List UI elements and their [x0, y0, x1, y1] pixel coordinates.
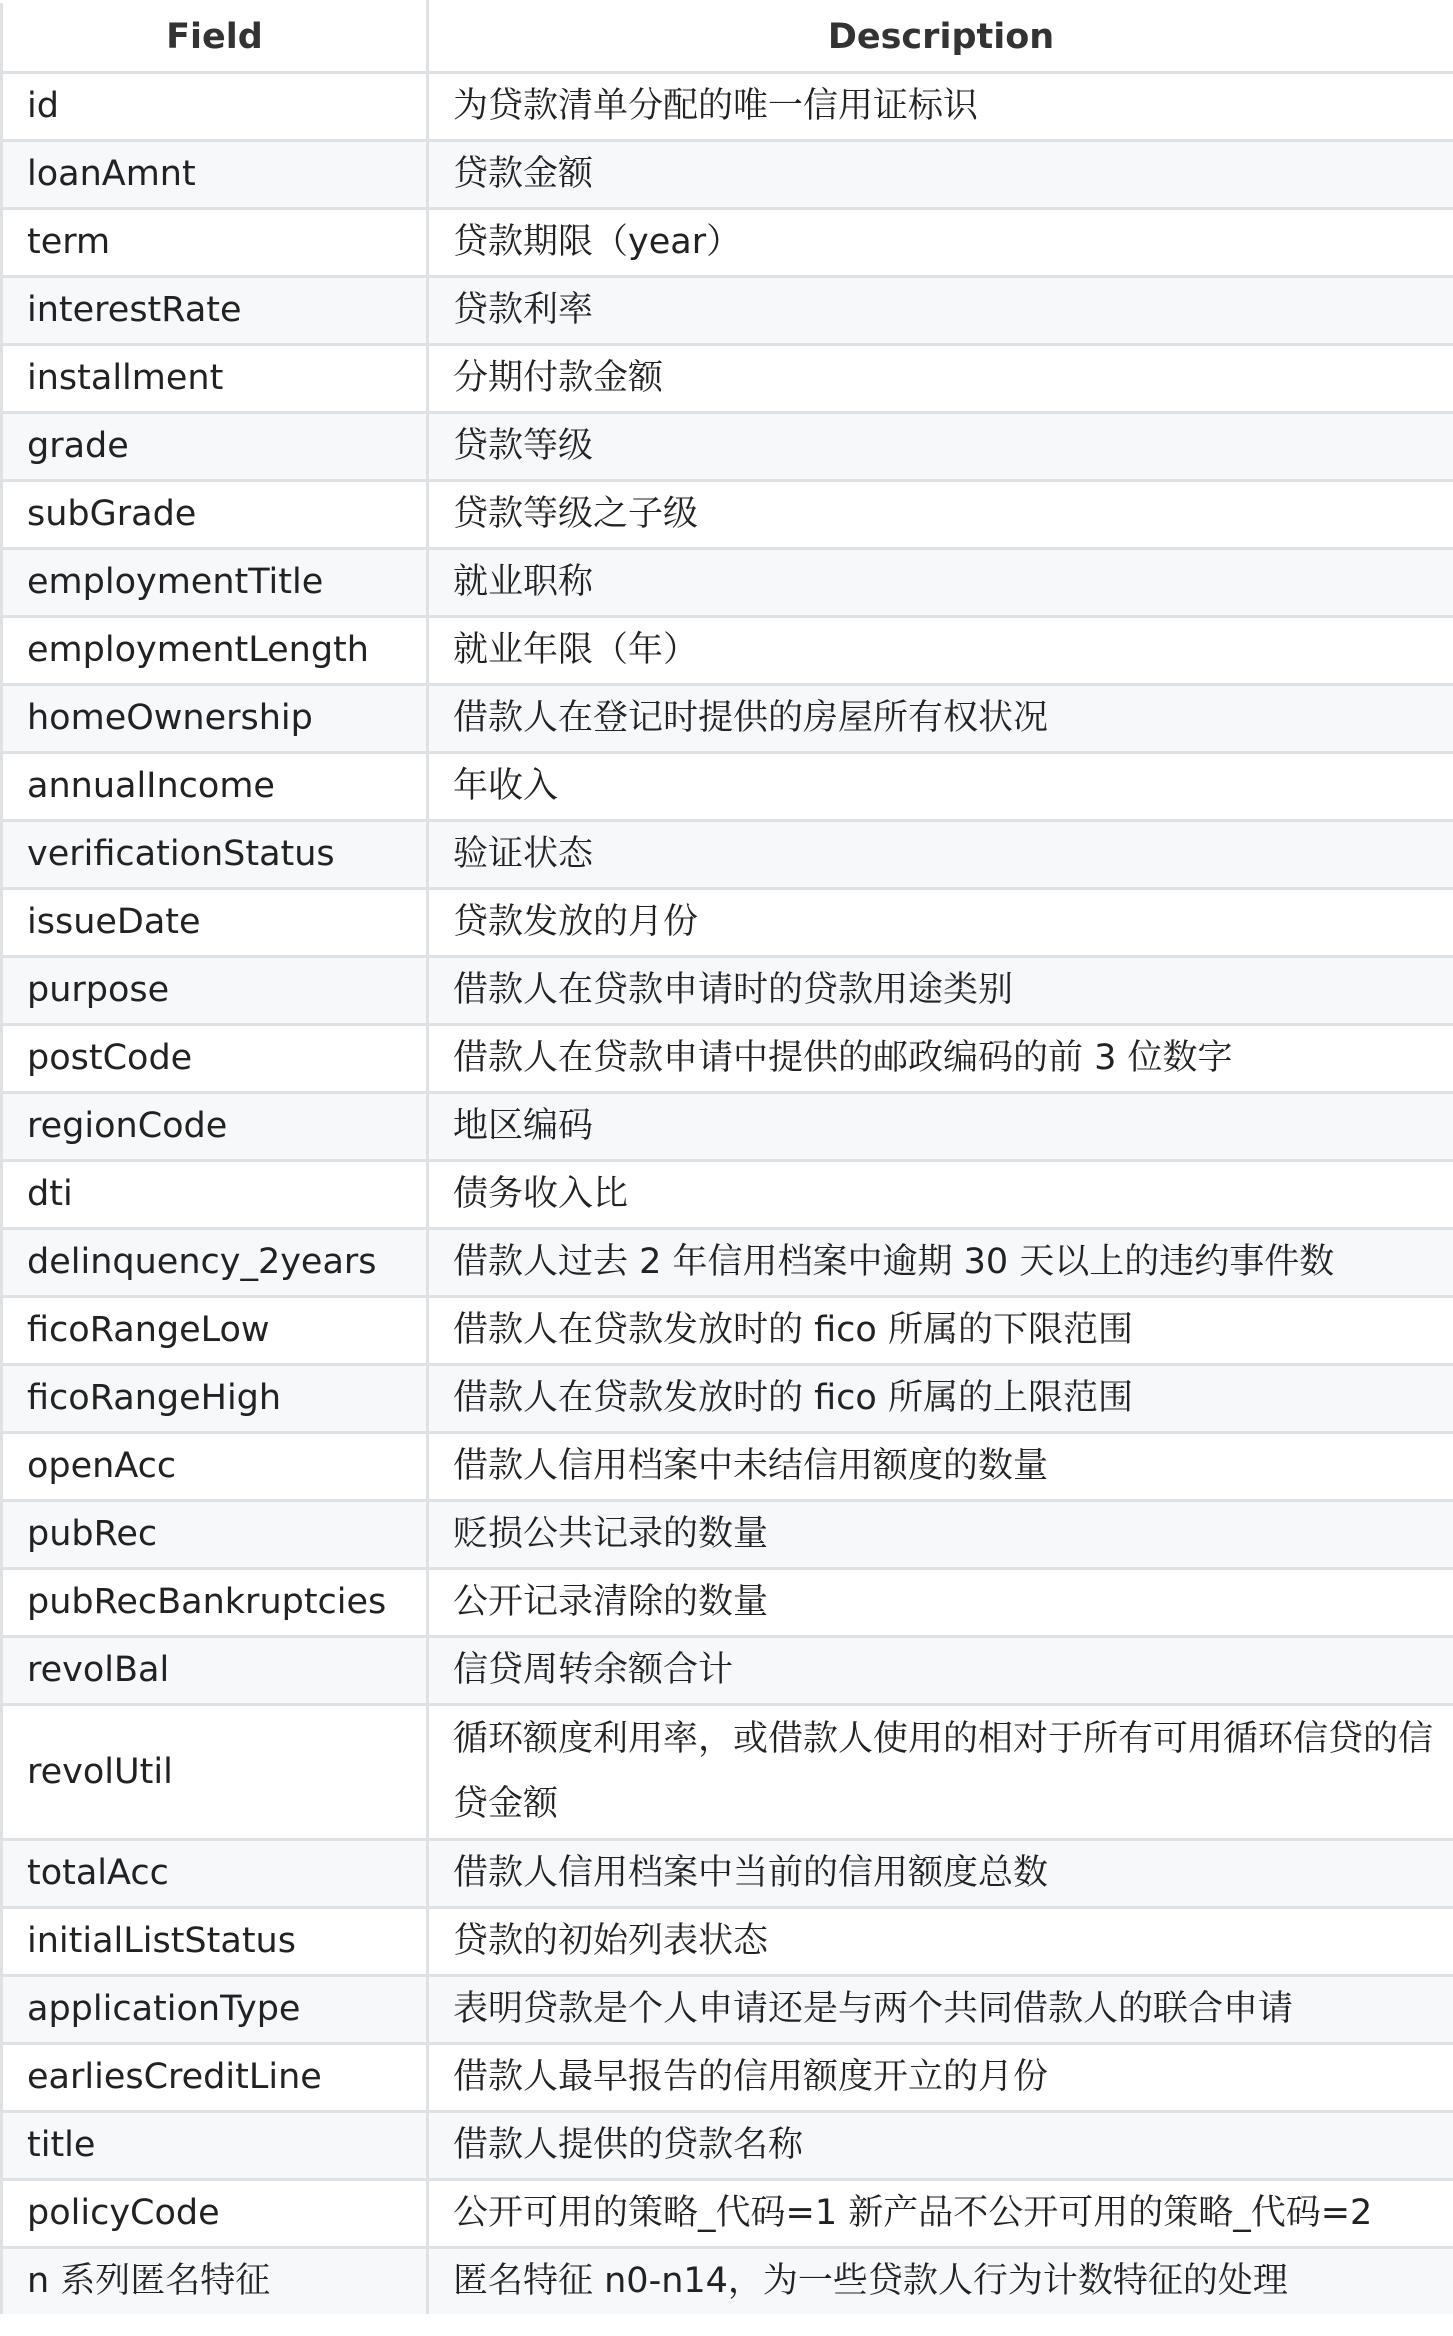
field-cell: id — [2, 73, 428, 141]
description-cell: 借款人在贷款申请时的贷款用途类别 — [428, 957, 1453, 1025]
table-row — [2, 821, 1453, 889]
table-row — [2, 209, 1453, 277]
description-cell: 贷款期限（year） — [428, 209, 1453, 277]
table-row — [2, 345, 1453, 413]
table-row — [2, 617, 1453, 685]
description-cell: 借款人信用档案中当前的信用额度总数 — [428, 1840, 1453, 1908]
field-cell: openAcc — [2, 1433, 428, 1501]
description-cell: 循环额度利用率，或借款人使用的相对于所有可用循环信贷的信贷金额 — [428, 1705, 1453, 1840]
table-row — [2, 141, 1453, 209]
field-cell: initialListStatus — [2, 1908, 428, 1976]
description-cell: 借款人过去 2 年信用档案中逾期 30 天以上的违约事件数 — [428, 1229, 1453, 1297]
field-cell: subGrade — [2, 481, 428, 549]
table-row — [2, 957, 1453, 1025]
table-row — [2, 889, 1453, 957]
field-cell: totalAcc — [2, 1840, 428, 1908]
description-cell: 贷款发放的月份 — [428, 889, 1453, 957]
table-row — [2, 1976, 1453, 2044]
header-row — [2, 2, 1453, 73]
field-cell: grade — [2, 413, 428, 481]
field-cell: ficoRangeLow — [2, 1297, 428, 1365]
header-field: Field — [2, 2, 428, 73]
field-cell: verificationStatus — [2, 821, 428, 889]
table-row — [2, 1297, 1453, 1365]
description-cell: 贷款的初始列表状态 — [428, 1908, 1453, 1976]
field-cell: regionCode — [2, 1093, 428, 1161]
field-cell: installment — [2, 345, 428, 413]
description-cell: 借款人提供的贷款名称 — [428, 2112, 1453, 2180]
field-cell: purpose — [2, 957, 428, 1025]
field-cell: issueDate — [2, 889, 428, 957]
description-cell: 贷款等级 — [428, 413, 1453, 481]
description-cell: 借款人在贷款发放时的 fico 所属的下限范围 — [428, 1297, 1453, 1365]
table-row — [2, 2248, 1453, 2315]
description-cell: 借款人最早报告的信用额度开立的月份 — [428, 2044, 1453, 2112]
table-row — [2, 1569, 1453, 1637]
table-row — [2, 1229, 1453, 1297]
description-cell: 贬损公共记录的数量 — [428, 1501, 1453, 1569]
table-row — [2, 1501, 1453, 1569]
description-cell: 表明贷款是个人申请还是与两个共同借款人的联合申请 — [428, 1976, 1453, 2044]
description-cell: 借款人信用档案中未结信用额度的数量 — [428, 1433, 1453, 1501]
table-row — [2, 1840, 1453, 1908]
table-row — [2, 2180, 1453, 2248]
description-cell: 借款人在贷款发放时的 fico 所属的上限范围 — [428, 1365, 1453, 1433]
table-row — [2, 685, 1453, 753]
description-cell: 借款人在登记时提供的房屋所有权状况 — [428, 685, 1453, 753]
field-cell: title — [2, 2112, 428, 2180]
table-row — [2, 277, 1453, 345]
field-cell: n 系列匿名特征 — [2, 2248, 428, 2315]
description-cell: 地区编码 — [428, 1093, 1453, 1161]
description-cell: 贷款利率 — [428, 277, 1453, 345]
field-cell: delinquency_2years — [2, 1229, 428, 1297]
field-cell: homeOwnership — [2, 685, 428, 753]
header-description: Description — [428, 2, 1453, 73]
field-cell: revolUtil — [2, 1705, 428, 1840]
description-cell: 贷款等级之子级 — [428, 481, 1453, 549]
field-cell: pubRec — [2, 1501, 428, 1569]
table-row — [2, 549, 1453, 617]
description-cell: 借款人在贷款申请中提供的邮政编码的前 3 位数字 — [428, 1025, 1453, 1093]
field-cell: earliesCreditLine — [2, 2044, 428, 2112]
field-cell: policyCode — [2, 2180, 428, 2248]
table-row — [2, 1365, 1453, 1433]
description-cell: 匿名特征 n0-n14，为一些贷款人行为计数特征的处理 — [428, 2248, 1453, 2315]
field-cell: revolBal — [2, 1637, 428, 1705]
table-row — [2, 1025, 1453, 1093]
description-cell: 债务收入比 — [428, 1161, 1453, 1229]
field-cell: term — [2, 209, 428, 277]
field-cell: interestRate — [2, 277, 428, 345]
description-cell: 公开可用的策略_代码=1 新产品不公开可用的策略_代码=2 — [428, 2180, 1453, 2248]
table-row — [2, 481, 1453, 549]
table-row — [2, 413, 1453, 481]
description-cell: 贷款金额 — [428, 141, 1453, 209]
table-row — [2, 1637, 1453, 1705]
field-cell: ficoRangeHigh — [2, 1365, 428, 1433]
description-cell: 为贷款清单分配的唯一信用证标识 — [428, 73, 1453, 141]
field-cell: annualIncome — [2, 753, 428, 821]
description-cell: 验证状态 — [428, 821, 1453, 889]
table-row — [2, 1433, 1453, 1501]
field-cell: employmentLength — [2, 617, 428, 685]
field-cell: applicationType — [2, 1976, 428, 2044]
field-cell: postCode — [2, 1025, 428, 1093]
table-row — [2, 2044, 1453, 2112]
field-cell: dti — [2, 1161, 428, 1229]
field-cell: loanAmnt — [2, 141, 428, 209]
description-cell: 公开记录清除的数量 — [428, 1569, 1453, 1637]
table-row — [2, 1161, 1453, 1229]
table-row — [2, 753, 1453, 821]
table-row — [2, 1705, 1453, 1840]
field-cell: employmentTitle — [2, 549, 428, 617]
table-row — [2, 73, 1453, 141]
description-cell: 就业职称 — [428, 549, 1453, 617]
description-cell: 分期付款金额 — [428, 345, 1453, 413]
description-cell: 就业年限（年） — [428, 617, 1453, 685]
field-cell: pubRecBankruptcies — [2, 1569, 428, 1637]
description-cell: 年收入 — [428, 753, 1453, 821]
table-row — [2, 2112, 1453, 2180]
table-row — [2, 1908, 1453, 1976]
description-cell: 信贷周转余额合计 — [428, 1637, 1453, 1705]
table-row — [2, 1093, 1453, 1161]
